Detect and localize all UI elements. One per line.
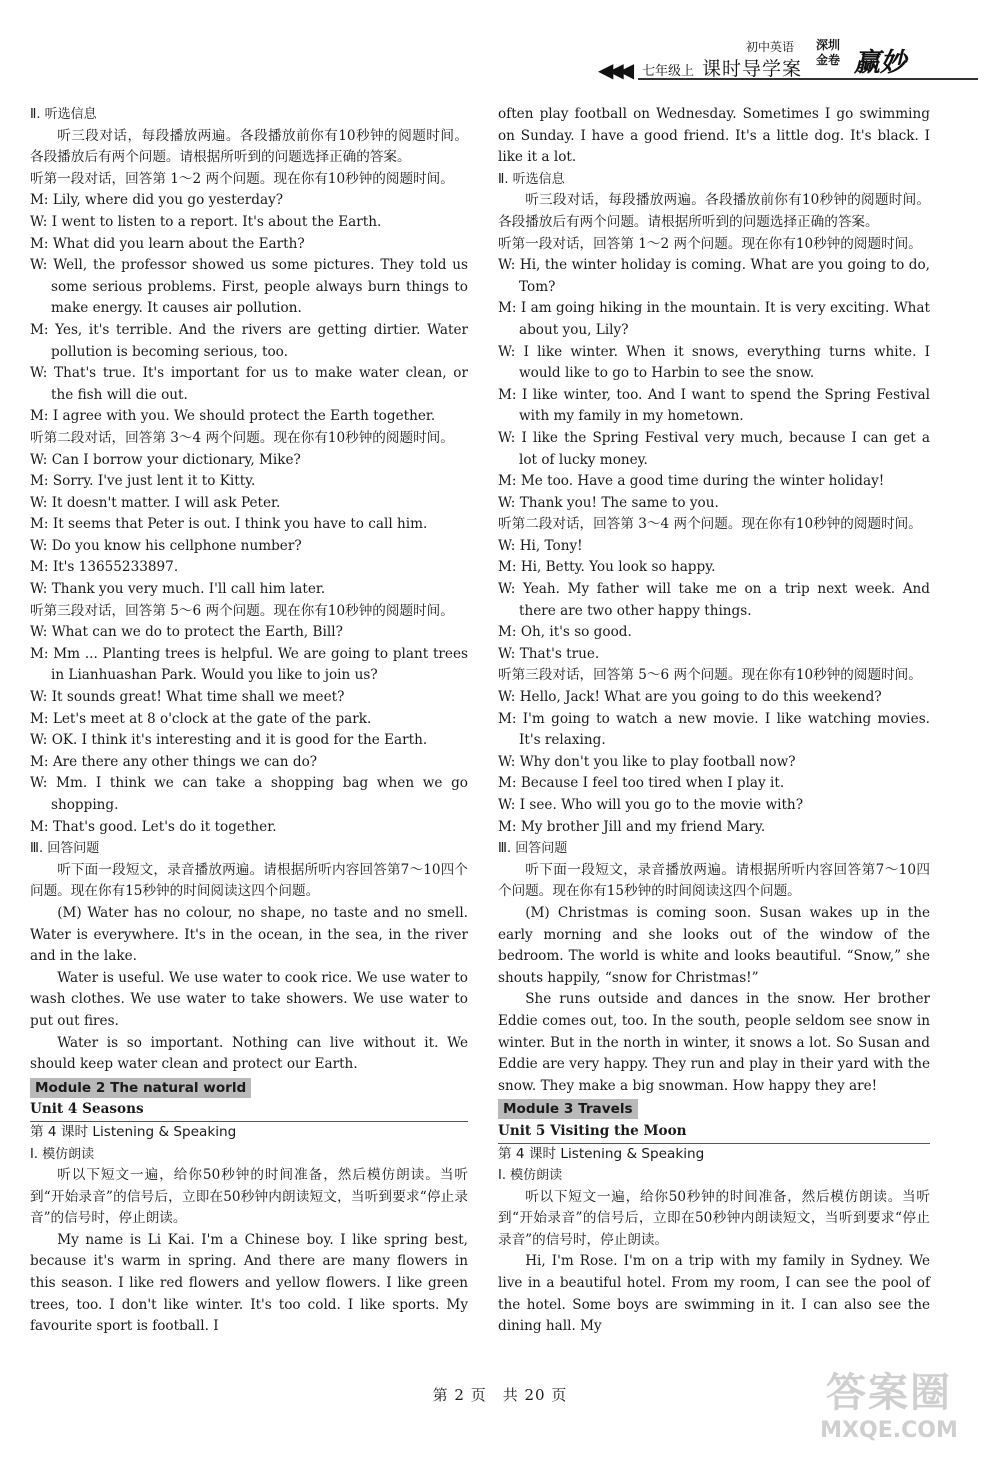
page-number: 第 2 页 共 20 页 — [432, 1386, 568, 1404]
dialogue-line: W: I like the Spring Festival very much, because I can get a lot of lucky money. — [498, 429, 930, 468]
dialogue-line: M: I am going hiking in the mountain. It is very exciting. What about you, Lily? — [498, 300, 930, 338]
section-title: Ⅲ. 回答问题 — [498, 841, 568, 857]
dialogue-line: W: Thank you very much. I'll call him later. — [30, 581, 326, 598]
passage-paragraph: (M) Water has no colour, no shape, no taste and no smell. Water is everywhere. It's in the ocean, in the sea, in the river and in the lake. — [30, 904, 468, 965]
dialogue-line: M: That's good. Let's do it together. — [30, 818, 277, 835]
watermark-logo — [814, 1361, 964, 1449]
dialogue-line: M: Oh, it's so good. — [498, 624, 632, 641]
instruction: 听下面一段短文，录音播放两遍。请根据所听内容回答第7～10四个问题。现在你有15秒钟的时间阅读这四个问题。 — [30, 861, 468, 900]
dialogue-line: W: Mm. I think we can take a shopping bag when we go shopping. — [30, 775, 468, 813]
dialogue-line: W: Yeah. My father will take me on a trip next week. And there are two other happy things. — [498, 581, 930, 619]
brand-logo: 赢妙 — [854, 48, 907, 78]
reading-passage: Hi, I'm Rose. I'm on a trip with my family in Sydney. We live in a beautiful hotel. From my room, I can see the pool of the hotel. Some boys are swimming in it. I can also see the dining hall. My — [498, 1253, 930, 1335]
grade-label: 七年级上 — [642, 64, 695, 79]
dialogue-intro: 听第二段对话，回答第 3～4 两个问题。现在你有10秒钟的阅题时间。 — [498, 516, 922, 533]
dialogue-line: M: My brother Jill and my friend Mary. — [498, 818, 766, 835]
unit-heading: Unit 4 Seasons — [30, 1099, 468, 1122]
dialogue-line: M: I'm going to watch a new movie. I like watching movies. It's relaxing. — [498, 710, 930, 749]
instruction: 听下面一段短文，录音播放两遍。请根据所听内容回答第7～10四个问题。现在你有15秒钟的时间阅读这四个问题。 — [498, 861, 930, 900]
dialogue-line: W: Do you know his cellphone number? — [30, 537, 302, 554]
dialogue-line: W: Hello, Jack! What are you going to do this weekend? — [498, 689, 882, 706]
dialogue-line: M: Lily, where did you go yesterday? — [30, 192, 284, 209]
dialogue-line: M: What did you learn about the Earth? — [30, 235, 305, 252]
reading-passage: My name is Li Kai. I'm a Chinese boy. I like spring best, because it's warm in spring. And there are many flowers in this season. I like red flowers and yellow flowers. I like green trees, too. I don't like winter. It's too cold. I like sports. My favourite sport is football. I — [30, 1231, 468, 1335]
dialogue-line: M: I agree with you. We should protect the Earth together. — [30, 408, 436, 425]
dialogue-line: M: Yes, it's terrible. And the rivers are getting dirtier. Water pollution is becoming serious, too. — [30, 321, 468, 360]
dialogue-intro: 听第二段对话，回答第 3～4 两个问题。现在你有10秒钟的阅题时间。 — [30, 429, 454, 446]
dialogue-line: M: Let's meet at 8 o'clock at the gate of the park. — [30, 710, 372, 727]
instruction: 听以下短文一遍，给你50秒钟的时间准备，然后模仿朗读。当听到“开始录音”的信号后，立即在50秒钟内朗读短文，当听到要求“停止录音”的信号时，停止朗读。 — [498, 1188, 930, 1248]
instruction: 听以下短文一遍，给你50秒钟的时间准备，然后模仿朗读。当听到“开始录音”的信号后，立即在50秒钟内朗读短文，当听到要求“停止录音”的信号时，停止朗读。 — [30, 1167, 468, 1227]
left-column — [30, 104, 468, 1338]
dialogue-line: W: OK. I think it's interesting and it is good for the Earth. — [30, 732, 428, 749]
dialogue-line: M: It seems that Peter is out. I think you have to call him. — [30, 516, 428, 533]
dialogue-line: M: Are there any other things we can do? — [30, 753, 318, 770]
section-title: Ⅲ. 回答问题 — [30, 841, 100, 857]
dialogue-intro: 听第一段对话，回答第 1～2 两个问题。现在你有10秒钟的阅题时间。 — [498, 235, 922, 252]
book-title: 课时导学案 — [702, 58, 803, 80]
dialogue-line: M: Me too. Have a good time during the winter holiday! — [498, 473, 885, 490]
dialogue-line: M: I like winter, too. And I want to spend the Spring Festival with my family in my hometown. — [498, 386, 930, 425]
series-label: 初中英语 — [746, 40, 795, 54]
lesson-heading: 第 4 课时 Listening & Speaking — [498, 1145, 705, 1162]
dialogue-line: W: Well, the professor showed us some pictures. They told us some serious problems. First, people always burn things to make energy. It causes air pollution. — [30, 257, 468, 317]
section-title: Ⅰ. 模仿朗读 — [30, 1146, 95, 1162]
passage-paragraph: (M) Christmas is coming soon. Susan wakes up in the early morning and she looks out of the window of the bedroom. The world is white and looks beautiful. “Snow,” she shouts happily, “snow for Christmas!” — [498, 904, 930, 986]
watermark-text: 答案圈 — [826, 1370, 952, 1416]
brand-label: 深圳金卷 — [816, 38, 841, 67]
dialogue-line: M: Mm ... Planting trees is helpful. We are going to plant trees in Lianhuashan Park. Would you like to join us? — [30, 645, 468, 684]
dialogue-line: W: Can I borrow your dictionary, Mike? — [30, 451, 301, 468]
dialogue-line: W: Thank you! The same to you. — [498, 494, 719, 511]
dialogue-line: M: Because I feel too tired when I play it. — [498, 775, 785, 792]
passage-paragraph: Water is so important. Nothing can live without it. We should keep water clean and protect our Earth. — [30, 1034, 468, 1073]
watermark-url: MXQE.COM — [820, 1418, 958, 1443]
reading-continuation: often play football on Wednesday. Sometimes I go swimming on Sunday. I have a good friend. It's a little dog. It's black. I like it a lot. — [498, 106, 930, 166]
passage-paragraph: Water is useful. We use water to cook rice. We use water to wash clothes. We use water to take showers. We use water to put out fires. — [30, 969, 468, 1029]
instruction: 听三段对话，每段播放两遍。各段播放前你有10秒钟的阅题时间。各段播放后有两个问题。请根据所听到的问题选择正确的答案。 — [498, 192, 930, 230]
passage-paragraph: She runs outside and dances in the snow. Her brother Eddie comes out, too. In the south, people seldom see snow in winter. But in the north in winter, it snows a lot. So Susan and Eddie are very happy. They run and play in their yard with the snow. They make a big snowman. How happy they are! — [498, 991, 930, 1094]
dialogue-line: M: Hi, Betty. You look so happy. — [498, 559, 716, 576]
dialogue-line: W: Hi, the winter holiday is coming. What are you going to do, Tom? — [498, 257, 930, 295]
section-title: Ⅰ. 模仿朗读 — [498, 1168, 563, 1184]
header-rule — [638, 78, 978, 80]
page-header — [598, 38, 978, 82]
right-column — [498, 104, 930, 1338]
dialogue-line: W: It doesn't matter. I will ask Peter. — [30, 494, 281, 511]
dialogue-line: W: Why don't you like to play football now? — [498, 753, 796, 770]
dialogue-intro: 听第三段对话，回答第 5～6 两个问题。现在你有10秒钟的阅题时间。 — [30, 602, 454, 619]
unit-heading: Unit 5 Visiting the Moon — [498, 1121, 930, 1144]
dialogue-line: W: Hi, Tony! — [498, 537, 583, 554]
arrow-chevrons-icon: ◀◀◀ — [598, 58, 630, 82]
dialogue-line: W: I went to listen to a report. It's about the Earth. — [30, 213, 382, 230]
dialogue-line: W: What can we do to protect the Earth, Bill? — [30, 624, 343, 641]
dialogue-line: W: That's true. It's important for us to make water clean, or the fish will die out. — [30, 365, 468, 403]
dialogue-line: W: It sounds great! What time shall we meet? — [30, 689, 345, 706]
dialogue-intro: 听第三段对话，回答第 5～6 两个问题。现在你有10秒钟的阅题时间。 — [498, 667, 922, 684]
module-heading: Module 2 The natural world — [30, 1078, 251, 1098]
dialogue-line: W: I see. Who will you go to the movie with? — [498, 797, 803, 813]
dialogue-intro: 听第一段对话，回答第 1～2 两个问题。现在你有10秒钟的阅题时间。 — [30, 170, 454, 187]
dialogue-line: M: It's 13655233897. — [30, 559, 179, 576]
section-title: Ⅱ. 听选信息 — [30, 107, 97, 122]
module-heading: Module 3 Travels — [498, 1099, 638, 1119]
lesson-heading: 第 4 课时 Listening & Speaking — [30, 1123, 237, 1140]
instruction: 听三段对话，每段播放两遍。各段播放前你有10秒钟的阅题时间。各段播放后有两个问题。请根据所听到的问题选择正确的答案。 — [30, 127, 468, 166]
dialogue-line: W: That's true. — [498, 645, 600, 662]
dialogue-line: W: I like winter. When it snows, everything turns white. I would like to go to Harbin to see the snow. — [498, 343, 930, 382]
section-title: Ⅱ. 听选信息 — [498, 171, 565, 187]
dialogue-line: M: Sorry. I've just lent it to Kitty. — [30, 473, 256, 490]
